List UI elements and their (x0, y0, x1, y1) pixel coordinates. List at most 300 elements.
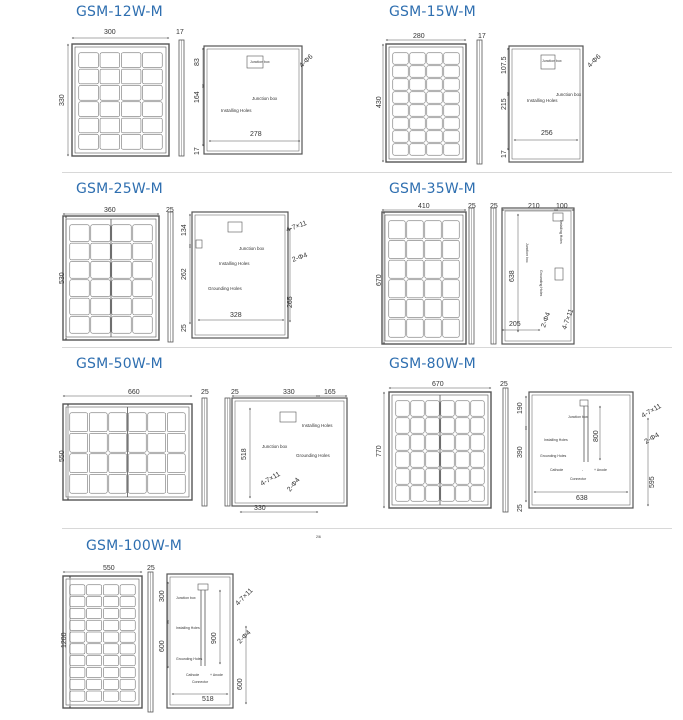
solar-cell (393, 118, 408, 129)
solar-cell (143, 134, 163, 149)
dim-left-mid: 600 (159, 640, 166, 652)
solar-cell (471, 401, 484, 416)
dim-width: 410 (418, 203, 430, 210)
junction-box-shape (196, 240, 202, 248)
solar-cell (393, 131, 408, 142)
dim-top-w: 210 (528, 203, 540, 210)
hole-spec-1: 4-7×11 (640, 402, 663, 420)
solar-cell (389, 280, 405, 298)
solar-cell (471, 486, 484, 501)
solar-cell (103, 679, 118, 689)
solar-cell (100, 118, 120, 133)
grounding-label: Grounding Holes (208, 286, 242, 291)
solar-cell (426, 452, 439, 467)
solar-cell (87, 691, 102, 701)
solar-cell (410, 144, 425, 155)
solar-cell (133, 298, 152, 315)
dim-width: 360 (104, 207, 116, 214)
solar-cell (133, 225, 152, 242)
solar-cell (443, 221, 459, 239)
solar-cell (87, 585, 102, 595)
dim-width: 300 (104, 29, 116, 36)
solar-cell (456, 418, 469, 433)
solar-cell (444, 92, 459, 103)
solar-cell (70, 667, 85, 677)
solar-cell (444, 144, 459, 155)
solar-cell (456, 452, 469, 467)
installing-label: Installing Holes (527, 98, 558, 103)
cathode-label: Cathode (186, 673, 200, 677)
panel-back-frame (192, 212, 288, 338)
dim-width: 280 (413, 33, 425, 40)
solar-cell (427, 53, 442, 64)
hole-spec-2: 2-Φ4 (236, 629, 253, 646)
dim-depth: 17 (478, 33, 486, 40)
dim-left-top: 190 (517, 402, 524, 414)
grounding-label: Grounding Holes (296, 453, 330, 458)
model-50w-drawing (59, 389, 336, 512)
solar-cell (411, 418, 424, 433)
solar-cell (393, 66, 408, 77)
junction-box-shape (580, 400, 588, 406)
solar-cell (441, 486, 454, 501)
dim-bottom: 17 (501, 150, 508, 158)
solar-cell (410, 118, 425, 129)
solar-cell (167, 474, 185, 493)
solar-cell (407, 260, 423, 278)
hole-spec-1: 4-7×11 (285, 219, 308, 234)
solar-cell (87, 608, 102, 618)
solar-cell (407, 221, 423, 239)
solar-cell (143, 85, 163, 100)
solar-cell (443, 299, 459, 317)
dim-top-w: 330 (283, 389, 295, 396)
dim-right: 600 (237, 678, 244, 690)
junction-box-shape (280, 412, 296, 422)
solar-cell (89, 474, 107, 493)
solar-cell (121, 85, 141, 100)
solar-cell (427, 66, 442, 77)
solar-cell (87, 679, 102, 689)
solar-cell (120, 620, 135, 630)
solar-cell (100, 53, 120, 68)
dim-height: 1200 (61, 632, 68, 648)
solar-cell (120, 608, 135, 618)
junction-label: Junction box (176, 596, 196, 600)
solar-cell (407, 319, 423, 337)
solar-cell (425, 260, 441, 278)
installing-label: Installing Holes (559, 220, 563, 244)
solar-cell (143, 53, 163, 68)
solar-cell (471, 418, 484, 433)
anode-label: + Anode (594, 468, 607, 472)
solar-cell (441, 418, 454, 433)
solar-cell (87, 597, 102, 607)
junction-label: Junction box (239, 246, 265, 251)
solar-cell (396, 452, 409, 467)
solar-cell (389, 221, 405, 239)
dim-cable: 800 (593, 430, 600, 442)
dim-top: 134 (181, 224, 188, 236)
solar-cell (112, 243, 131, 260)
solar-cell (70, 679, 85, 689)
solar-cell (133, 243, 152, 260)
solar-cell (70, 656, 85, 666)
solar-cell (148, 454, 166, 473)
solar-cell (87, 620, 102, 630)
installing-label: Installing Holes (544, 438, 568, 442)
dim-depth-back: 25 (231, 389, 239, 396)
solar-cell (389, 319, 405, 337)
installing-label: Installing Holes (176, 626, 200, 630)
dim-top: 107.5 (501, 56, 508, 74)
dim-depth: 25 (201, 389, 209, 396)
solar-cell (87, 644, 102, 654)
page-mark: 2/6 (316, 535, 321, 539)
dim-width: 550 (103, 565, 115, 572)
dim-depth: 25 (500, 381, 508, 388)
solar-cell (103, 597, 118, 607)
solar-cell (70, 691, 85, 701)
dim-width: 670 (432, 381, 444, 388)
solar-cell (120, 644, 135, 654)
solar-cell (89, 433, 107, 452)
solar-cell (70, 620, 85, 630)
model-title-15w: GSM-15W-M (389, 4, 476, 20)
dim-left-mid: 390 (517, 446, 524, 458)
solar-cell (103, 608, 118, 618)
solar-cell (441, 469, 454, 484)
dim-depth: 25 (147, 565, 155, 572)
junction-small: Junction box (250, 60, 270, 64)
hole-spec-2: 2-Φ4 (540, 311, 553, 329)
model-title-80w: GSM-80W-M (389, 356, 476, 372)
solar-cell (471, 452, 484, 467)
dim-depth: 25 (468, 203, 476, 210)
solar-cell (407, 280, 423, 298)
dim-bottom-w: 205 (509, 321, 521, 328)
solar-cell (426, 401, 439, 416)
dim-right: 265 (287, 296, 294, 308)
solar-cell (70, 243, 89, 260)
solar-cell (427, 144, 442, 155)
anode-label: + Anode (210, 673, 223, 677)
solar-cell (121, 134, 141, 149)
solar-cell (70, 608, 85, 618)
solar-cell (112, 316, 131, 333)
installing-label: Installing Holes (219, 261, 250, 266)
solar-cell (143, 118, 163, 133)
solar-cell (87, 667, 102, 677)
solar-cell (79, 118, 99, 133)
solar-cell (87, 632, 102, 642)
solar-cell (426, 435, 439, 450)
junction-box-shape (198, 584, 208, 590)
dim-bottom-w: 330 (254, 505, 266, 512)
dim-left-bot: 25 (517, 504, 524, 512)
solar-cell (389, 240, 405, 258)
junction-box-shape (228, 222, 242, 232)
solar-cell (91, 261, 110, 278)
solar-cell (89, 413, 107, 432)
solar-cell (456, 435, 469, 450)
solar-cell (425, 299, 441, 317)
solar-cell (103, 644, 118, 654)
solar-cell (112, 261, 131, 278)
solar-cell (456, 469, 469, 484)
hole-spec-1: 4-7×11 (259, 470, 282, 488)
grounding-label: Grounding Holes (540, 454, 567, 458)
solar-cell (103, 632, 118, 642)
junction-box-shape (555, 268, 563, 280)
junction-label: Junction box (568, 415, 588, 419)
installing-label: Installing Holes (302, 423, 333, 428)
hole-spec-2: 2-Φ4 (286, 476, 302, 494)
connector-label: Connector (192, 680, 209, 684)
solar-cell (120, 632, 135, 642)
solar-cell (100, 69, 120, 84)
solar-cell (121, 102, 141, 117)
solar-cell (70, 644, 85, 654)
junction-label: Junction box (556, 92, 582, 97)
solar-cell (70, 261, 89, 278)
solar-cell (441, 452, 454, 467)
solar-cell (167, 413, 185, 432)
solar-cell (112, 280, 131, 297)
junction-label: Junction box (525, 243, 529, 263)
junction-small: Junction box (542, 59, 562, 63)
model-12w-drawing (59, 29, 315, 155)
hole-spec: 4-Φ6 (298, 53, 315, 70)
solar-cell (103, 667, 118, 677)
model-title-100w: GSM-100W-M (86, 538, 182, 554)
solar-cell (410, 66, 425, 77)
dim-height: 330 (59, 94, 66, 106)
solar-cell (393, 53, 408, 64)
dim-top: 83 (194, 58, 201, 66)
solar-cell (103, 691, 118, 701)
solar-cell (443, 260, 459, 278)
dim-bottom-w: 518 (202, 696, 214, 703)
solar-cell (79, 53, 99, 68)
solar-cell (148, 413, 166, 432)
solar-cell (427, 79, 442, 90)
model-title-50w: GSM-50W-M (76, 356, 163, 372)
solar-cell (396, 435, 409, 450)
panel-back-inner (532, 395, 630, 505)
panel-back-inner (512, 49, 580, 159)
solar-cell (103, 585, 118, 595)
solar-cell (133, 280, 152, 297)
solar-cell (443, 319, 459, 337)
solar-cell (444, 118, 459, 129)
solar-cell (70, 316, 89, 333)
solar-cell (70, 280, 89, 297)
solar-cell (79, 134, 99, 149)
panel-back-frame (167, 574, 233, 708)
solar-cell (427, 118, 442, 129)
solar-cell (91, 280, 110, 297)
solar-cell (143, 69, 163, 84)
solar-cell (167, 433, 185, 452)
solar-cell (443, 280, 459, 298)
solar-cell (411, 469, 424, 484)
solar-cell (456, 401, 469, 416)
dim-back-width: 278 (250, 131, 262, 138)
dim-middle: 262 (181, 268, 188, 280)
grounding-label: Grounding Holes (539, 270, 543, 297)
dim-depth: 17 (176, 29, 184, 36)
hole-spec-2: 2-Φ4 (643, 431, 661, 446)
solar-cell (70, 454, 88, 473)
solar-cell (425, 240, 441, 258)
junction-label: Junction box (252, 96, 278, 101)
solar-cell (128, 433, 146, 452)
solar-cell (407, 240, 423, 258)
model-title-12w: GSM-12W-M (76, 4, 163, 20)
model-100w-drawing (61, 565, 255, 703)
solar-cell (121, 53, 141, 68)
hole-spec-1: 4-7×11 (561, 308, 576, 331)
solar-cell (87, 656, 102, 666)
solar-cell (443, 240, 459, 258)
solar-cell (411, 435, 424, 450)
model-25w-drawing (59, 207, 309, 332)
solar-cell (89, 454, 107, 473)
solar-cell (410, 79, 425, 90)
solar-cell (70, 298, 89, 315)
solar-cell (79, 85, 99, 100)
solar-cell (167, 454, 185, 473)
solar-cell (79, 102, 99, 117)
model-title-25w: GSM-25W-M (76, 181, 163, 197)
solar-cell (393, 79, 408, 90)
solar-cell (471, 469, 484, 484)
installing-label: Installing Holes (221, 108, 252, 113)
solar-cell (128, 474, 146, 493)
solar-cell (70, 474, 88, 493)
solar-cell (100, 85, 120, 100)
dim-left-h: 638 (509, 270, 516, 282)
solar-cell (444, 66, 459, 77)
solar-cell (393, 92, 408, 103)
dim-height: 670 (376, 274, 383, 286)
solar-cell (128, 413, 146, 432)
solar-cell (120, 656, 135, 666)
dim-cable: 900 (211, 632, 218, 644)
solar-cell (444, 53, 459, 64)
solar-cell (441, 435, 454, 450)
solar-cell (410, 105, 425, 116)
solar-cell (70, 225, 89, 242)
solar-cell (121, 69, 141, 84)
solar-cell (426, 486, 439, 501)
dim-height: 770 (376, 445, 383, 457)
solar-cell (70, 597, 85, 607)
solar-cell (148, 474, 166, 493)
solar-cell (148, 433, 166, 452)
solar-cell (70, 632, 85, 642)
solar-cell (427, 131, 442, 142)
solar-cell (407, 299, 423, 317)
solar-cell (70, 585, 85, 595)
solar-cell (425, 221, 441, 239)
cathode-label: Cathode (550, 468, 564, 472)
hole-spec-1: 4-7×11 (234, 587, 255, 608)
solar-cell (410, 53, 425, 64)
panel-back-frame (529, 392, 633, 508)
solar-cell (426, 418, 439, 433)
solar-cell (396, 486, 409, 501)
solar-cell (100, 102, 120, 117)
solar-cell (133, 261, 152, 278)
dim-height: 530 (59, 272, 66, 284)
solar-cell (456, 486, 469, 501)
solar-cell (91, 225, 110, 242)
solar-cell (109, 433, 127, 452)
solar-cell (121, 118, 141, 133)
connector-label: Connector (570, 477, 587, 481)
solar-cell (133, 316, 152, 333)
solar-cell (411, 401, 424, 416)
dim-width: 660 (128, 389, 140, 396)
solar-cell (389, 299, 405, 317)
solar-cell (396, 401, 409, 416)
solar-cell (396, 469, 409, 484)
dim-middle: 215 (501, 98, 508, 110)
dim-back-width: 328 (230, 312, 242, 319)
solar-cell (471, 435, 484, 450)
dim-height: 430 (376, 96, 383, 108)
solar-cell (112, 225, 131, 242)
solar-cell (427, 92, 442, 103)
solar-cell (143, 102, 163, 117)
grounding-label: Grounding Holes (176, 657, 203, 661)
solar-cell (91, 243, 110, 260)
solar-cell (109, 474, 127, 493)
solar-cell (396, 418, 409, 433)
solar-cell (410, 131, 425, 142)
solar-cell (427, 105, 442, 116)
solar-cell (411, 452, 424, 467)
junction-label: Junction box (262, 444, 288, 449)
solar-cell (103, 656, 118, 666)
solar-cell (109, 413, 127, 432)
dim-left-h: 518 (241, 448, 248, 460)
solar-cell (109, 454, 127, 473)
dim-top-r: 165 (324, 389, 336, 396)
solar-cell (120, 667, 135, 677)
solar-cell (426, 469, 439, 484)
solar-cell (120, 679, 135, 689)
solar-cell (91, 316, 110, 333)
solar-cell (393, 144, 408, 155)
panel-back-frame (509, 46, 583, 162)
solar-cell (444, 79, 459, 90)
solar-cell (393, 105, 408, 116)
dim-right: 595 (649, 476, 656, 488)
solar-cell (120, 691, 135, 701)
solar-cell (389, 260, 405, 278)
dim-bottom: 25 (181, 324, 188, 332)
solar-cell (79, 69, 99, 84)
solar-cell (112, 298, 131, 315)
minus-label: - (582, 468, 584, 472)
dim-height: 550 (59, 450, 66, 462)
dim-bottom-w: 638 (576, 495, 588, 502)
solar-cell (441, 401, 454, 416)
solar-cell (100, 134, 120, 149)
